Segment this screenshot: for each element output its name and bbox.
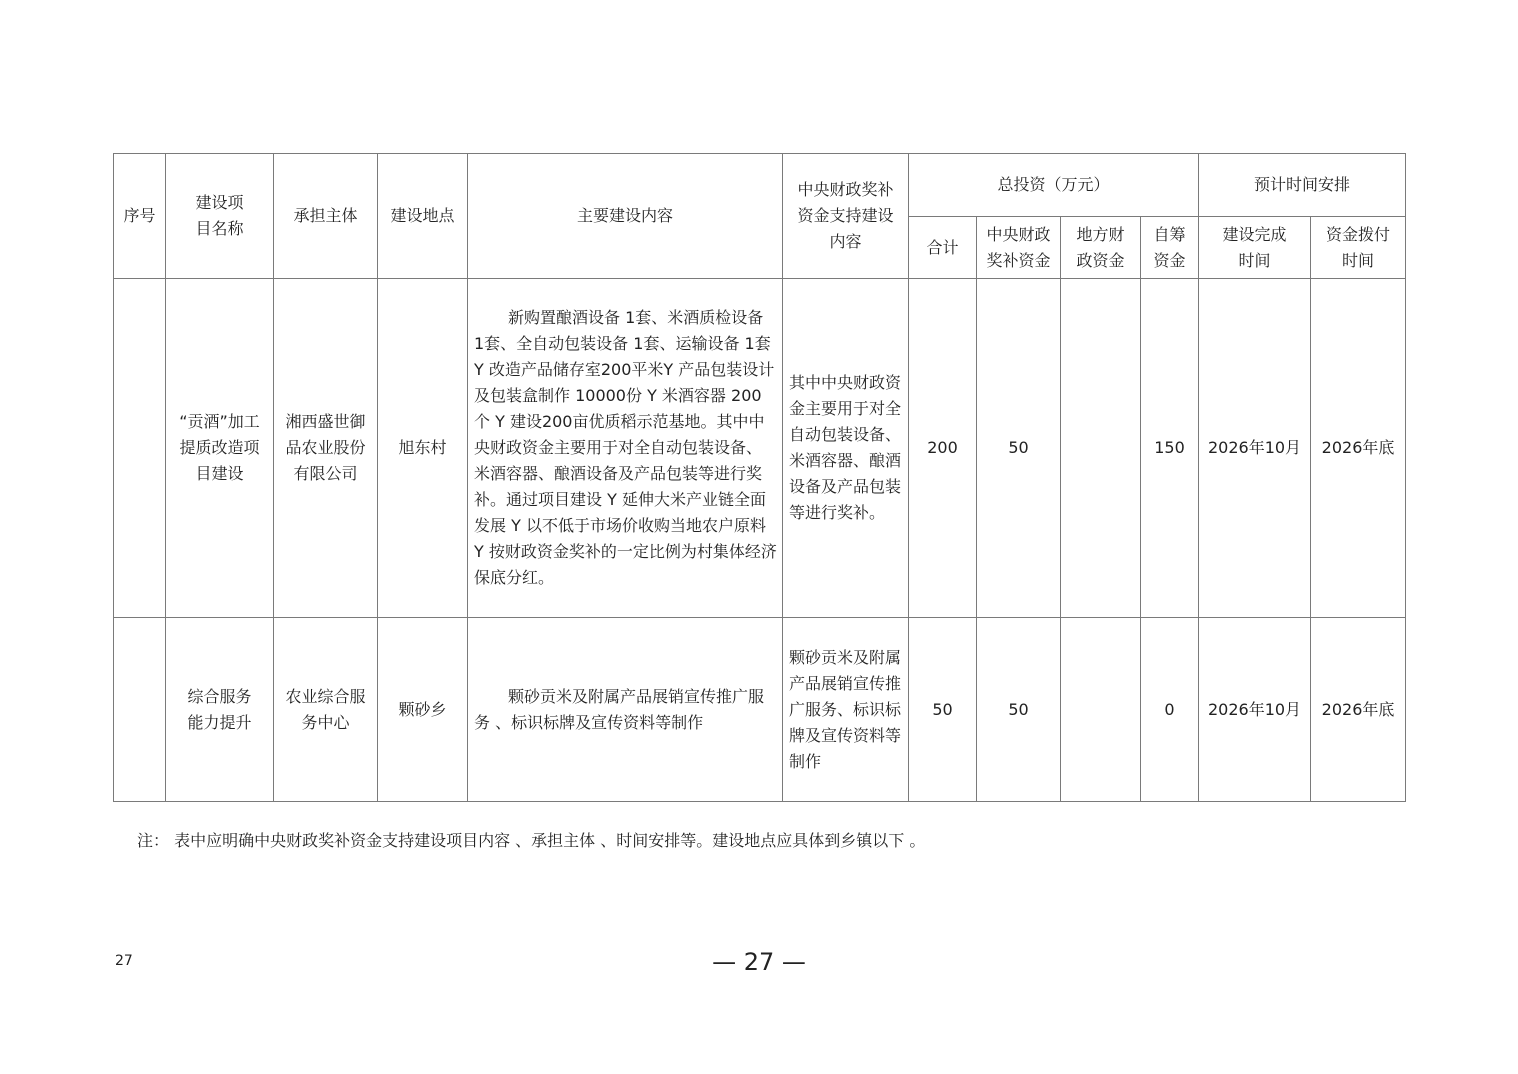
project-table xyxy=(113,153,1406,802)
row1-central-support: 其中中央财政资金主要用于对全自动包装设备、米酒容器、酿酒设备及产品包装等进行奖补。 xyxy=(783,279,909,618)
table-row xyxy=(114,618,1406,802)
row2-central-fund: 50 xyxy=(977,618,1061,802)
row1-self-fund: 150 xyxy=(1141,279,1199,618)
row2-self-fund: 0 xyxy=(1141,618,1199,802)
header-row-1 xyxy=(114,154,1406,217)
row1-disbursement-time: 2026年底 xyxy=(1311,279,1406,618)
row1-local-fund xyxy=(1061,279,1141,618)
table-row xyxy=(114,279,1406,618)
header-local-fund: 地方财政资金 xyxy=(1061,217,1141,279)
header-completion-time: 建设完成时间 xyxy=(1199,217,1311,279)
row1-sum: 200 xyxy=(909,279,977,618)
row2-completion-time: 2026年10月 xyxy=(1199,618,1311,802)
page-number-center: — 27 — xyxy=(712,948,806,976)
header-project-name: 建设项目名称 xyxy=(166,154,274,279)
row2-disbursement-time: 2026年底 xyxy=(1311,618,1406,802)
page-number-small: 27 xyxy=(115,953,133,969)
row1-location: 旭东村 xyxy=(378,279,468,618)
table-note: 注： 表中应明确中央财政奖补资金支持建设项目内容 、承担主体 、时间安排等。建设地点应具体到乡镇以下 。 xyxy=(137,831,926,850)
row1-seq xyxy=(114,279,166,618)
row2-central-support: 颗砂贡米及附属产品展销宣传推广服务、标识标牌及宣传资料等制作 xyxy=(783,618,909,802)
row2-location: 颗砂乡 xyxy=(378,618,468,802)
row2-project-name: 综合服务能力提升 xyxy=(166,618,274,802)
header-schedule: 预计时间安排 xyxy=(1199,154,1406,217)
row1-main-content xyxy=(468,279,783,618)
row1-main-content-text: 新购置酿酒设备 1套、米酒质检设备 1套、全自动包装设备 1套、运输设备 1套Y 改造产品储存室200平米Y 产品包装设计及包装盒制作 10000份 Y 米酒容器 200个 Y 建设200亩优质稻示范基地。其中中央财政资金主要用于对全自动包装设备、米酒容器、酿酒设备及产品包装等进行奖补。通过项目建设 Y 延伸大米产业链全面发展 Y 以不低于市场价收购当地农户原料 Y 按财政资金奖补的一定比例为村集体经济保底分红。 xyxy=(474,308,777,587)
header-total-investment: 总投资（万元） xyxy=(909,154,1199,217)
header-disbursement-time: 资金拨付时间 xyxy=(1311,217,1406,279)
row2-main-content-text: 颗砂贡米及附属产品展销宣传推广服务 、标识标牌及宣传资料等制作 xyxy=(474,686,765,732)
header-self-fund: 自筹资金 xyxy=(1141,217,1199,279)
header-central-fund: 中央财政奖补资金 xyxy=(977,217,1061,279)
header-location: 建设地点 xyxy=(378,154,468,279)
header-central-support: 中央财政奖补资金支持建设内容 xyxy=(783,154,909,279)
row1-completion-time: 2026年10月 xyxy=(1199,279,1311,618)
row2-main-content xyxy=(468,618,783,802)
row2-sum: 50 xyxy=(909,618,977,802)
header-undertaker: 承担主体 xyxy=(274,154,378,279)
row2-seq xyxy=(114,618,166,802)
row1-undertaker: 湘西盛世御品农业股份有限公司 xyxy=(274,279,378,618)
header-main-content: 主要建设内容 xyxy=(468,154,783,279)
row2-local-fund xyxy=(1061,618,1141,802)
header-seq: 序号 xyxy=(114,154,166,279)
header-sum: 合计 xyxy=(909,217,977,279)
row1-central-fund: 50 xyxy=(977,279,1061,618)
row2-undertaker: 农业综合服务中心 xyxy=(274,618,378,802)
row1-project-name: “贡酒”加工提质改造项目建设 xyxy=(166,279,274,618)
